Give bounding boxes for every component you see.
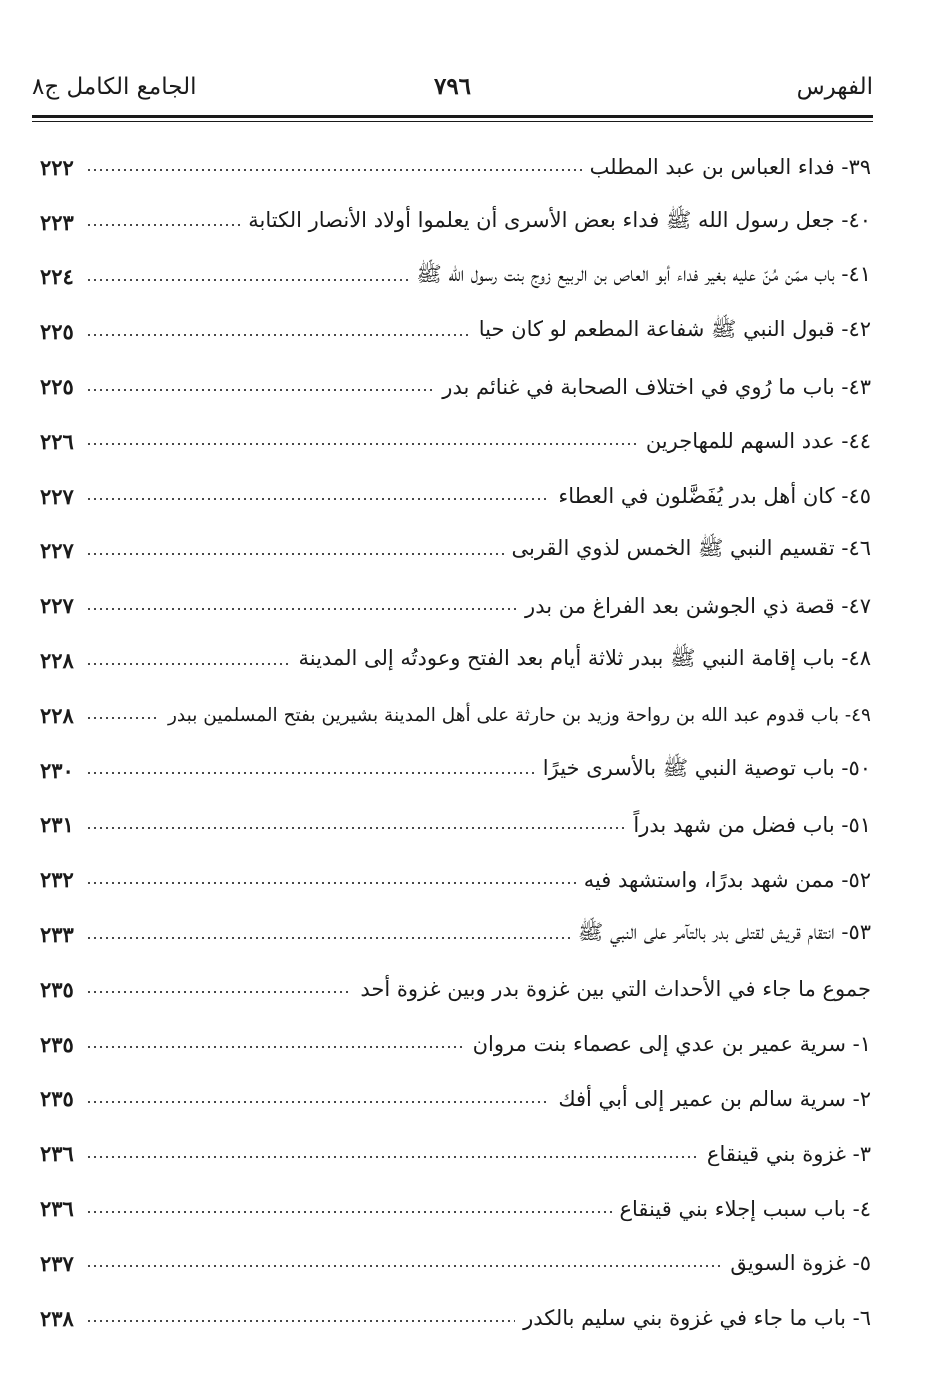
dot-leader [86,334,471,336]
dot-leader [86,1320,515,1322]
dot-leader [86,827,625,829]
toc-entry [40,1126,871,1181]
toc-entry-page: ٢٣٣ [40,922,74,948]
section-title: الفهرس [796,74,873,100]
toc-entry-page: ٢٣٥ [40,1031,74,1057]
dot-leader [86,553,504,555]
dot-leader [86,1156,699,1158]
toc-entry [40,469,871,524]
toc-entry-title: ٤٩- باب قدوم عبد الله بن رواحة وزيد بن حارثة على أهل المدينة بشيرين بفتح المسلمين ببدر [167,704,871,726]
toc-entry [40,962,871,1017]
dot-leader [86,937,570,939]
dot-leader [86,991,352,993]
dot-leader [86,279,408,281]
toc-entry [40,414,871,469]
toc-entry-title: ٣٩- فداء العباس بن عبد المطلب [589,155,871,180]
toc-entry-title: ٥- غزوة السويق [730,1251,871,1276]
toc-entry-title: ٤٨- باب إقامة النبي ﷺ ببدر ثلاثة أيام بعد الفتح وعودتُه إلى المدينة [298,646,871,671]
toc-entry-title: ١- سرية عمير بن عدي إلى عصماء بنت مروان [472,1032,871,1057]
toc-entry [40,524,871,579]
toc-entry-page: ٢٣١ [40,812,74,838]
dot-leader [86,1101,550,1103]
toc-entry [40,578,871,633]
header-rule-thick [32,115,873,118]
toc-entry [40,359,871,414]
toc-entry-title: ٢- سرية سالم بن عمير إلى أبي أفك [558,1086,871,1111]
toc-entry-title: ٥٢- ممن شهد بدرًا، واستشهد فيه [583,867,871,892]
toc-entry-title: ٥١- باب فضل من شهد بدراً [633,812,871,837]
toc-entry-page: ٢٣٢ [40,867,74,893]
toc-entry [40,907,871,962]
toc-entry-title: ٤٠- جعل رسول الله ﷺ فداء بعض الأسرى أن يعلموا أولاد الأنصار الكتابة [248,207,871,232]
toc-entry-page: ٢٣٥ [40,1086,74,1112]
toc-entry-title: ٣- غزوة بني قينقاع [706,1141,871,1166]
page-number: ٧٩٦ [433,73,472,100]
dot-leader [86,169,582,171]
toc-entry-title: ٥٠- باب توصية النبي ﷺ بالأسرى خيرًا [542,755,871,780]
header-rule-thin [32,121,873,122]
toc-entry [40,195,871,250]
toc-entry-page: ٢٢٧ [40,538,74,564]
toc-entry-page: ٢٣٦ [40,1141,74,1167]
toc-entry [40,250,871,305]
toc-entry-page: ٢٣٥ [40,976,74,1002]
toc-entry-page: ٢٢٣ [40,209,74,235]
toc-entry [40,304,871,359]
toc-entry-page: ٢٢٢ [40,154,74,180]
dot-leader [86,498,550,500]
toc-entry-page: ٢٢٦ [40,428,74,454]
toc-entry-title: ٤١- باب ممّن مُنّ عليه بغير فداء أبو العاص بن الربيع زوج بنت رسول الله ﷺ [416,262,871,287]
toc-entry-title: ٤٦- تقسيم النبي ﷺ الخمس لذوي القربى [511,536,871,561]
toc-entry [40,852,871,907]
toc-entry [40,1017,871,1072]
dot-leader [86,663,290,665]
toc-entry [40,1181,871,1236]
toc-entry-page: ٢٢٥ [40,374,74,400]
toc-entry-page: ٢٣٠ [40,757,74,783]
toc-entry [40,1236,871,1291]
dot-leader [86,608,517,610]
toc-entry-title: ٤٣- باب ما رُوي في اختلاف الصحابة في غنائم بدر [442,374,871,399]
dot-leader [86,1211,612,1213]
toc-entry [40,633,871,688]
dot-leader [86,717,160,719]
toc-entry-page: ٢٢٥ [40,319,74,345]
toc-entry [40,1291,871,1346]
toc-entry [40,1072,871,1127]
toc-entry-page: ٢٣٨ [40,1305,74,1331]
toc-entry-title: جموع ما جاء في الأحداث التي بين غزوة بدر وبين غزوة أحد [360,977,871,1002]
toc-entry-page: ٢٣٦ [40,1196,74,1222]
dot-leader [86,389,434,391]
toc-entry-title: ٦- باب ما جاء في غزوة بني سليم بالكدر [523,1306,871,1331]
toc-entry-page: ٢٢٤ [40,264,74,290]
toc-entry-title: ٤٢- قبول النبي ﷺ شفاعة المطعم لو كان حيا [478,317,871,342]
toc-entry-title: ٥٣- انتقام قريش لقتلى بدر بالتآمر على النبي ﷺ [577,920,871,945]
toc-entry-title: ٤٧- قصة ذي الجوشن بعد الفراغ من بدر [525,593,871,618]
toc-entry-page: ٢٢٧ [40,593,74,619]
dot-leader [86,1046,465,1048]
toc-entry-page: ٢٢٧ [40,483,74,509]
toc-entry-title: ٤٥- كان أهل بدر يُفَضَّلون في العطاء [558,484,871,509]
toc-entry [40,798,871,853]
dot-leader [86,443,638,445]
toc-entry [40,743,871,798]
dot-leader [86,882,576,884]
toc-entry-page: ٢٢٨ [40,648,74,674]
table-of-contents [40,140,871,1346]
toc-entry-page: ٢٣٧ [40,1250,74,1276]
dot-leader [86,772,535,774]
toc-entry [40,140,871,195]
toc-entry-title: ٤- باب سبب إجلاء بني قينقاع [619,1196,871,1221]
toc-entry [40,688,871,743]
dot-leader [86,224,240,226]
toc-entry-title: ٤٤- عدد السهم للمهاجرين [645,429,871,454]
book-title: الجامع الكامل ج٨ [32,74,197,100]
running-header [32,66,873,106]
toc-entry-page: ٢٢٨ [40,702,74,728]
dot-leader [86,1265,722,1267]
